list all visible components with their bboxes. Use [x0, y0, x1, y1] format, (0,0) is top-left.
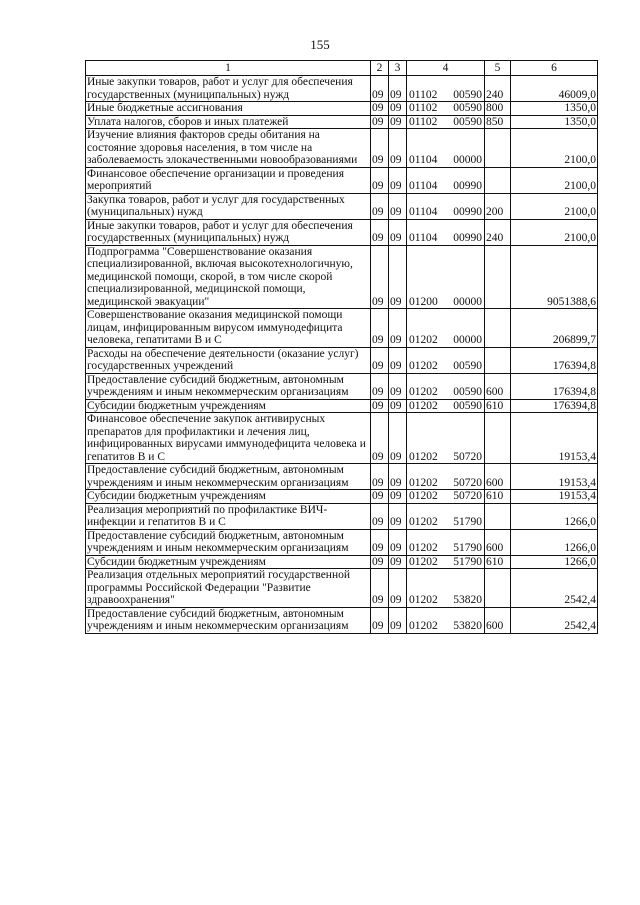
row-code-2: 09	[371, 129, 389, 168]
row-code-5: 610	[485, 399, 511, 413]
row-code-4	[407, 555, 485, 569]
row-code-5: 600	[485, 464, 511, 490]
row-code-4-program: 01202	[409, 450, 438, 463]
row-code-2: 09	[371, 115, 389, 129]
row-amount: 9051388,6	[511, 245, 598, 309]
row-code-2: 09	[371, 245, 389, 309]
row-description: Иные закупки товаров, работ и услуг для обеспечения государственных (муниципальных) нужд	[86, 219, 371, 245]
row-code-2: 09	[371, 399, 389, 413]
row-description: Предоставление субсидий бюджетным, автономным учреждениям и иным некоммерческим организациям	[86, 607, 371, 633]
row-code-4-program: 01104	[409, 232, 438, 244]
row-code-5: 850	[485, 115, 511, 129]
row-code-4	[407, 115, 485, 129]
row-code-4-direction: 53820	[453, 620, 482, 632]
row-code-3: 09	[389, 129, 407, 168]
page-number: 155	[310, 37, 330, 52]
row-code-4	[407, 76, 485, 102]
table-row	[86, 193, 598, 219]
row-description: Иные бюджетные ассигнования	[86, 102, 371, 116]
row-code-3: 09	[389, 529, 407, 555]
row-code-5	[485, 309, 511, 348]
row-amount: 46009,0	[511, 76, 598, 102]
row-code-4-program: 01104	[409, 206, 438, 218]
row-code-4-program: 01102	[409, 102, 438, 114]
row-code-4	[407, 347, 485, 373]
row-amount: 206899,7	[511, 309, 598, 348]
row-code-4	[407, 245, 485, 309]
row-code-4-direction: 00590	[453, 88, 482, 101]
row-code-3: 09	[389, 167, 407, 193]
row-code-4-program: 01202	[409, 476, 438, 489]
row-code-5: 610	[485, 555, 511, 569]
header-cell-2: 2	[371, 61, 389, 76]
row-code-3: 09	[389, 555, 407, 569]
row-code-4-program: 01202	[409, 594, 438, 606]
row-amount: 176394,8	[511, 373, 598, 399]
row-code-5: 610	[485, 490, 511, 504]
row-code-5: 800	[485, 102, 511, 116]
row-description: Предоставление субсидий бюджетным, автономным учреждениям и иным некоммерческим организациям	[86, 529, 371, 555]
row-amount: 2100,0	[511, 193, 598, 219]
row-code-2: 09	[371, 347, 389, 373]
row-description: Субсидии бюджетным учреждениям	[86, 555, 371, 569]
row-code-4	[407, 413, 485, 464]
row-code-4	[407, 399, 485, 413]
row-code-5: 240	[485, 219, 511, 245]
table-row	[86, 529, 598, 555]
row-code-4	[407, 102, 485, 116]
row-code-4	[407, 373, 485, 399]
header-row	[86, 61, 598, 76]
row-description: Субсидии бюджетным учреждениям	[86, 490, 371, 504]
row-description: Расходы на обеспечение деятельности (оказание услуг) государственных учреждений	[86, 347, 371, 373]
row-code-5	[485, 129, 511, 168]
table-row	[86, 490, 598, 504]
row-code-5	[485, 413, 511, 464]
row-code-4	[407, 167, 485, 193]
table-body	[86, 76, 598, 634]
row-description: Иные закупки товаров, работ и услуг для обеспечения государственных (муниципальных) нужд	[86, 76, 371, 102]
row-code-2: 09	[371, 309, 389, 348]
row-code-3: 09	[389, 399, 407, 413]
row-code-4-direction: 51790	[453, 516, 482, 528]
row-code-5: 600	[485, 373, 511, 399]
row-code-3: 09	[389, 569, 407, 608]
header-cell-4: 4	[407, 61, 485, 76]
row-code-3: 09	[389, 245, 407, 309]
row-code-2: 09	[371, 569, 389, 608]
row-code-4-direction: 00590	[453, 102, 482, 114]
row-code-4-program: 01104	[409, 180, 438, 192]
row-code-2: 09	[371, 219, 389, 245]
table-row	[86, 76, 598, 102]
row-code-4	[407, 503, 485, 529]
row-code-4	[407, 607, 485, 633]
row-amount: 2542,4	[511, 569, 598, 608]
row-code-4-program: 01200	[409, 295, 438, 308]
row-code-2: 09	[371, 503, 389, 529]
row-amount: 19153,4	[511, 464, 598, 490]
row-code-4-program: 01202	[409, 490, 438, 502]
row-code-2: 09	[371, 529, 389, 555]
budget-table	[85, 60, 598, 634]
row-code-4-direction: 50720	[453, 490, 482, 502]
table-row	[86, 607, 598, 633]
table-row	[86, 503, 598, 529]
row-code-4-program: 01202	[409, 386, 438, 398]
table-row	[86, 102, 598, 116]
row-amount: 1266,0	[511, 555, 598, 569]
row-code-4	[407, 129, 485, 168]
header-cell-3: 3	[389, 61, 407, 76]
table-row	[86, 373, 598, 399]
row-code-2: 09	[371, 413, 389, 464]
row-code-4-direction: 00990	[453, 180, 482, 192]
row-code-3: 09	[389, 76, 407, 102]
header-cell-5: 5	[485, 61, 511, 76]
row-code-3: 09	[389, 503, 407, 529]
row-code-3: 09	[389, 115, 407, 129]
row-code-2: 09	[371, 193, 389, 219]
row-description: Изучение влияния факторов среды обитания на состояние здоровья населения, в том числе на заболеваемость злокачественными новообразованиями	[86, 129, 371, 168]
row-code-4-program: 01202	[409, 542, 438, 554]
row-code-4	[407, 219, 485, 245]
row-code-2: 09	[371, 102, 389, 116]
row-code-3: 09	[389, 193, 407, 219]
row-code-3: 09	[389, 347, 407, 373]
row-code-4-direction: 00590	[453, 360, 482, 372]
table-row	[86, 413, 598, 464]
row-code-2: 09	[371, 167, 389, 193]
row-code-5	[485, 503, 511, 529]
row-code-4-direction: 00590	[453, 115, 482, 128]
row-code-4	[407, 490, 485, 504]
table-row	[86, 129, 598, 168]
row-description: Закупка товаров, работ и услуг для государственных (муниципальных) нужд	[86, 193, 371, 219]
row-code-2: 09	[371, 555, 389, 569]
row-code-2: 09	[371, 607, 389, 633]
row-amount: 176394,8	[511, 399, 598, 413]
row-code-4-direction: 00000	[453, 334, 482, 346]
row-code-4	[407, 569, 485, 608]
row-code-5: 600	[485, 529, 511, 555]
row-code-4-direction: 53820	[453, 594, 482, 606]
row-amount: 2100,0	[511, 129, 598, 168]
row-description: Уплата налогов, сборов и иных платежей	[86, 115, 371, 129]
row-amount: 19153,4	[511, 490, 598, 504]
row-code-4	[407, 529, 485, 555]
table-row	[86, 399, 598, 413]
row-code-4-direction: 00590	[453, 399, 482, 412]
row-description: Совершенствование оказания медицинской помощи лицам, инфицированным вирусом иммунодефицита человека, гепатитами В и С	[86, 309, 371, 348]
row-code-5: 200	[485, 193, 511, 219]
row-code-2: 09	[371, 76, 389, 102]
header-cell-1: 1	[86, 61, 371, 76]
row-amount: 1350,0	[511, 102, 598, 116]
row-code-4-direction: 00990	[453, 232, 482, 244]
table-row	[86, 464, 598, 490]
row-code-5	[485, 167, 511, 193]
row-description: Предоставление субсидий бюджетным, автономным учреждениям и иным некоммерческим организациям	[86, 373, 371, 399]
row-description: Финансовое обеспечение организации и проведения мероприятий	[86, 167, 371, 193]
row-code-5	[485, 569, 511, 608]
row-code-2: 09	[371, 373, 389, 399]
table-row	[86, 347, 598, 373]
table-row	[86, 569, 598, 608]
row-code-4-direction: 51790	[453, 555, 482, 568]
row-code-4-program: 01102	[409, 115, 438, 128]
row-amount: 2100,0	[511, 219, 598, 245]
row-code-4-program: 01202	[409, 360, 438, 372]
row-amount: 176394,8	[511, 347, 598, 373]
table-row	[86, 167, 598, 193]
row-code-4	[407, 309, 485, 348]
table-row	[86, 309, 598, 348]
row-code-5: 600	[485, 607, 511, 633]
row-description: Реализация мероприятий по профилактике ВИЧ-инфекции и гепатитов В и С	[86, 503, 371, 529]
row-code-4-program: 01202	[409, 334, 438, 346]
row-code-4-direction: 00990	[453, 206, 482, 218]
row-code-5: 240	[485, 76, 511, 102]
row-amount: 1266,0	[511, 503, 598, 529]
row-code-4-program: 01202	[409, 399, 438, 412]
row-amount: 19153,4	[511, 413, 598, 464]
row-code-3: 09	[389, 373, 407, 399]
row-code-3: 09	[389, 219, 407, 245]
row-amount: 1266,0	[511, 529, 598, 555]
row-code-4-direction: 00000	[453, 154, 482, 166]
row-code-5	[485, 245, 511, 309]
row-description: Предоставление субсидий бюджетным, автономным учреждениям и иным некоммерческим организациям	[86, 464, 371, 490]
row-amount: 2100,0	[511, 167, 598, 193]
row-amount: 1350,0	[511, 115, 598, 129]
row-description: Реализация отдельных мероприятий государственной программы Российской Федерации "Развитие здравоохранения"	[86, 569, 371, 608]
row-code-3: 09	[389, 413, 407, 464]
table-row	[86, 115, 598, 129]
row-code-4-program: 01104	[409, 154, 438, 166]
header-cell-6: 6	[511, 61, 598, 76]
row-amount: 2542,4	[511, 607, 598, 633]
row-code-4-program: 01102	[409, 88, 438, 101]
row-code-4-program: 01202	[409, 516, 438, 528]
row-code-3: 09	[389, 464, 407, 490]
row-code-3: 09	[389, 102, 407, 116]
row-code-4-direction: 50720	[453, 476, 482, 489]
row-code-2: 09	[371, 464, 389, 490]
table-row	[86, 245, 598, 309]
row-code-4-program: 01202	[409, 620, 438, 632]
row-code-4-direction: 00590	[453, 386, 482, 398]
row-code-3: 09	[389, 490, 407, 504]
row-code-3: 09	[389, 607, 407, 633]
row-code-4-direction: 50720	[453, 450, 482, 463]
row-code-4-direction: 00000	[453, 295, 482, 308]
row-description: Подпрограмма "Совершенствование оказания специализированной, включая высокотехнологичную, медицинской помощи, скорой, в том числе скорой специализированной, медицинской помощи, медицинской эвакуации"	[86, 245, 371, 309]
row-description: Финансовое обеспечение закупок антивирусных препаратов для профилактики и лечения лиц, инфицированных вирусами иммунодефицита человека и гепатитов В и С	[86, 413, 371, 464]
row-code-4-direction: 51790	[453, 542, 482, 554]
row-code-3: 09	[389, 309, 407, 348]
row-code-4	[407, 193, 485, 219]
row-code-5	[485, 347, 511, 373]
row-description: Субсидии бюджетным учреждениям	[86, 399, 371, 413]
table-row	[86, 555, 598, 569]
row-code-2: 09	[371, 490, 389, 504]
row-code-4	[407, 464, 485, 490]
row-code-4-program: 01202	[409, 555, 438, 568]
table-row	[86, 219, 598, 245]
